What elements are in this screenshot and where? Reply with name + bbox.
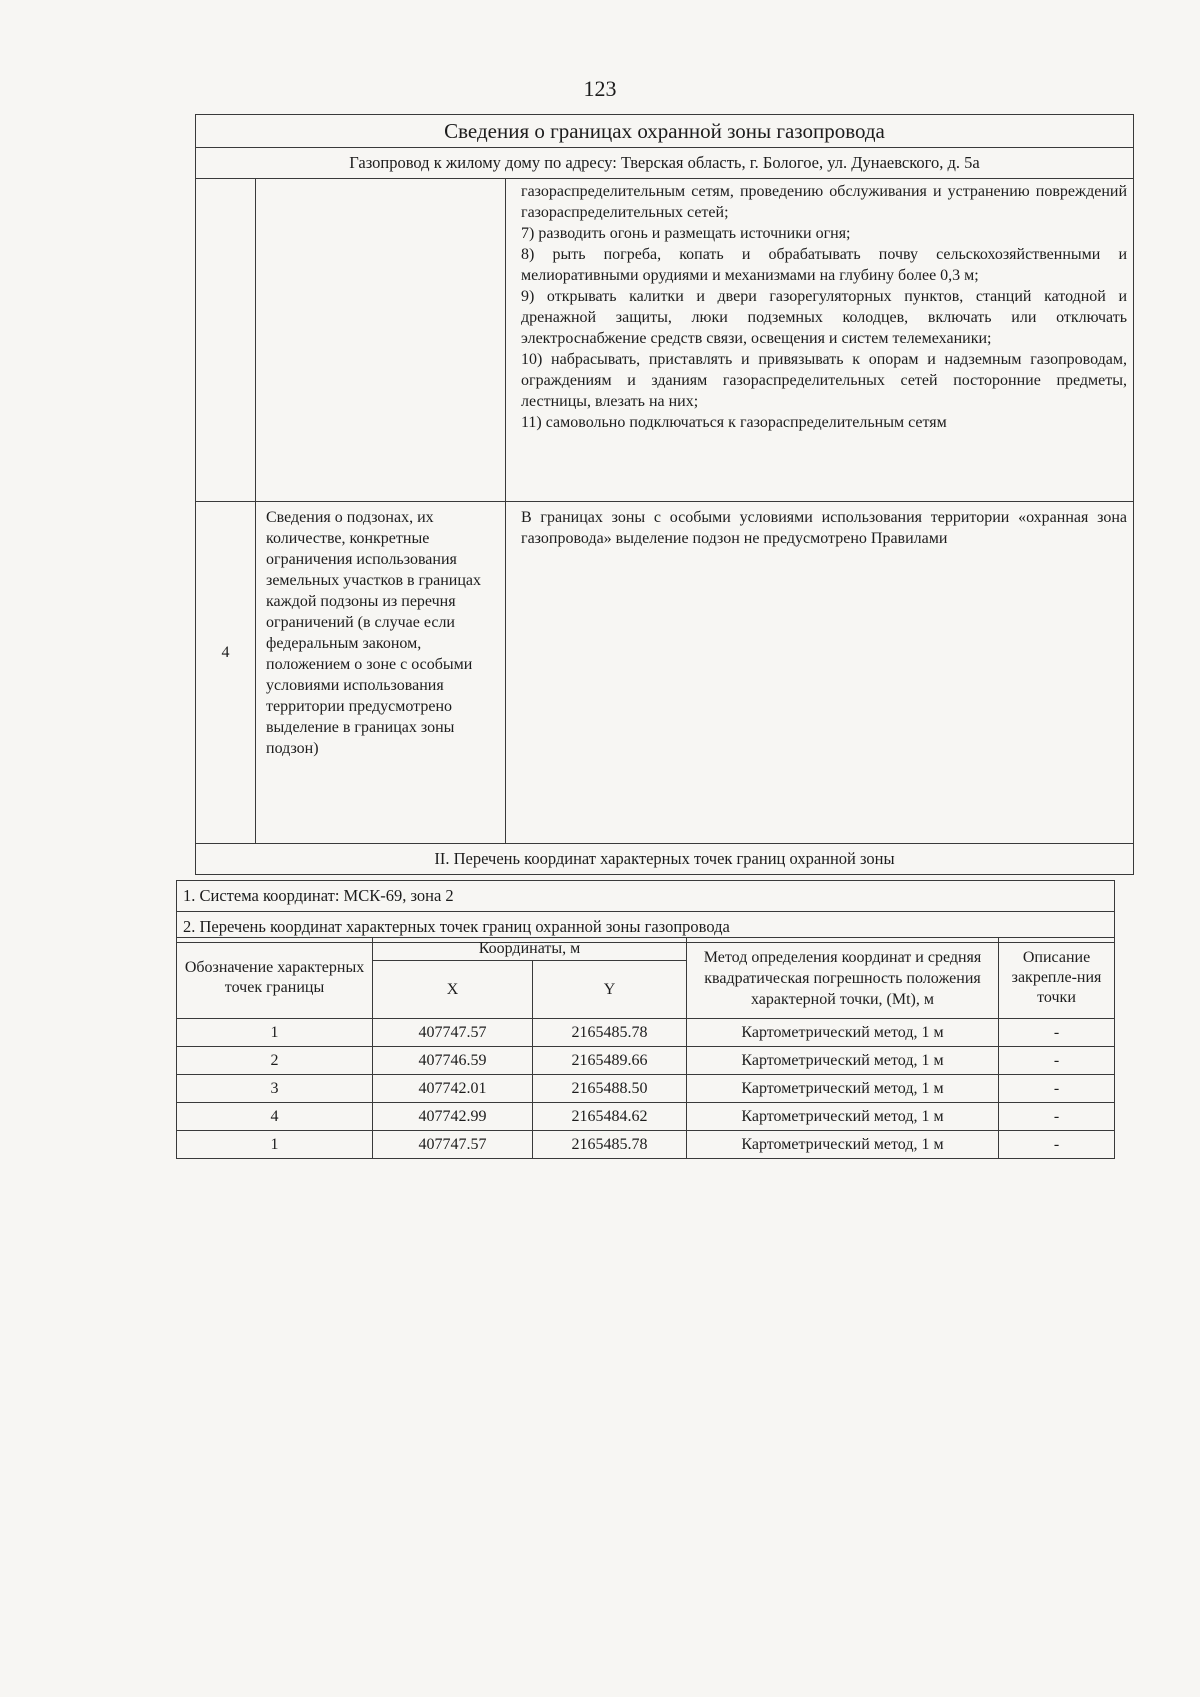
document-subtitle: Газопровод к жилому дому по адресу: Тверская область, г. Бологое, ул. Дунаевского, д. 5а xyxy=(196,148,1134,179)
method-value: Картометрический метод, 1 м xyxy=(687,1131,999,1159)
x-value: 407747.57 xyxy=(373,1131,533,1159)
coordinates-list-title: 2. Перечень координат характерных точек границ охранной зоны газопровода xyxy=(177,912,1115,943)
description-value: - xyxy=(999,1019,1115,1047)
table-row xyxy=(177,1103,1115,1131)
coordinate-system-table xyxy=(176,880,1115,943)
x-value: 407742.01 xyxy=(373,1075,533,1103)
method-value: Картометрический метод, 1 м xyxy=(687,1103,999,1131)
point-id: 4 xyxy=(177,1103,373,1131)
y-value: 2165484.62 xyxy=(533,1103,687,1131)
subzones-row xyxy=(196,502,1134,844)
continued-label-cell xyxy=(256,179,506,502)
method-value: Картометрический метод, 1 м xyxy=(687,1019,999,1047)
point-id: 1 xyxy=(177,1019,373,1047)
header-description: Описание закрепле-ния точки xyxy=(999,938,1115,1019)
description-value: - xyxy=(999,1075,1115,1103)
table-row xyxy=(177,1047,1115,1075)
restriction-paragraph: 10) набрасывать, приставлять и привязывать к опорам и надземным газопроводам, ограждениям и зданиям газораспределительных сетей посторонние предметы, лестницы, влезать на них; xyxy=(521,351,1128,410)
point-id: 3 xyxy=(177,1075,373,1103)
method-value: Картометрический метод, 1 м xyxy=(687,1075,999,1103)
y-value: 2165489.66 xyxy=(533,1047,687,1075)
x-value: 407742.99 xyxy=(373,1103,533,1131)
description-value: - xyxy=(999,1047,1115,1075)
point-id: 2 xyxy=(177,1047,373,1075)
description-value: - xyxy=(999,1103,1115,1131)
method-value: Картометрический метод, 1 м xyxy=(687,1047,999,1075)
header-point: Обозначение характерных точек границы xyxy=(177,938,373,1019)
section-2-title: II. Перечень координат характерных точек границ охранной зоны xyxy=(196,844,1134,875)
header-x: X xyxy=(373,961,533,1019)
continued-row xyxy=(196,179,1134,502)
continued-number-cell xyxy=(196,179,256,502)
row-number: 4 xyxy=(196,502,256,844)
x-value: 407747.57 xyxy=(373,1019,533,1047)
point-id: 1 xyxy=(177,1131,373,1159)
table-row xyxy=(177,1131,1115,1159)
page-number: 123 xyxy=(583,76,617,101)
table-row xyxy=(177,1075,1115,1103)
document-title: Сведения о границах охранной зоны газопровода xyxy=(196,115,1134,148)
y-value: 2165488.50 xyxy=(533,1075,687,1103)
header-method: Метод определения координат и средняя квадратическая погрешность положения характерной точки, (Mt), м xyxy=(687,938,999,1019)
restriction-paragraph: 8) рыть погреба, копать и обрабатывать почву сельскохозяйственными и мелиоративными орудиями и механизмами на глубину более 0,3 м; xyxy=(521,246,1128,284)
restriction-paragraph: 7) разводить огонь и размещать источники огня; xyxy=(521,225,851,242)
y-value: 2165485.78 xyxy=(533,1131,687,1159)
coordinates-table xyxy=(176,937,1115,1159)
subzones-text: В границах зоны с особыми условиями использования территории «охранная зона газопровода» выделение подзон не предусмотрено Правилами xyxy=(506,502,1134,844)
y-value: 2165485.78 xyxy=(533,1019,687,1047)
boundary-info-table xyxy=(195,114,1134,875)
subzones-label: Сведения о подзонах, их количестве, конкретные ограничения использования земельных участков в границах каждой подзоны из перечня ограничений (в случае если федеральным законом, положением о зоне с особыми условиями использования территории предусмотрено выделение в границах зоны подзон) xyxy=(256,502,506,844)
coordinate-system: 1. Система координат: МСК-69, зона 2 xyxy=(177,881,1115,912)
restriction-paragraph: 9) открывать калитки и двери газорегуляторных пунктов, станций катодной и дренажной защиты, люки подземных колодцев, включать или отключать электроснабжение средств связи, освещения и систем телемеханики; xyxy=(521,288,1128,347)
restrictions-text xyxy=(506,179,1134,502)
header-coordinates: Координаты, м xyxy=(373,938,687,961)
description-value: - xyxy=(999,1131,1115,1159)
header-y: Y xyxy=(533,961,687,1019)
table-row xyxy=(177,1019,1115,1047)
x-value: 407746.59 xyxy=(373,1047,533,1075)
restriction-paragraph: 11) самовольно подключаться к газораспределительным сетям xyxy=(521,414,947,431)
restriction-paragraph: газораспределительным сетям, проведению обслуживания и устранению повреждений газораспределительных сетей; xyxy=(521,183,1128,221)
